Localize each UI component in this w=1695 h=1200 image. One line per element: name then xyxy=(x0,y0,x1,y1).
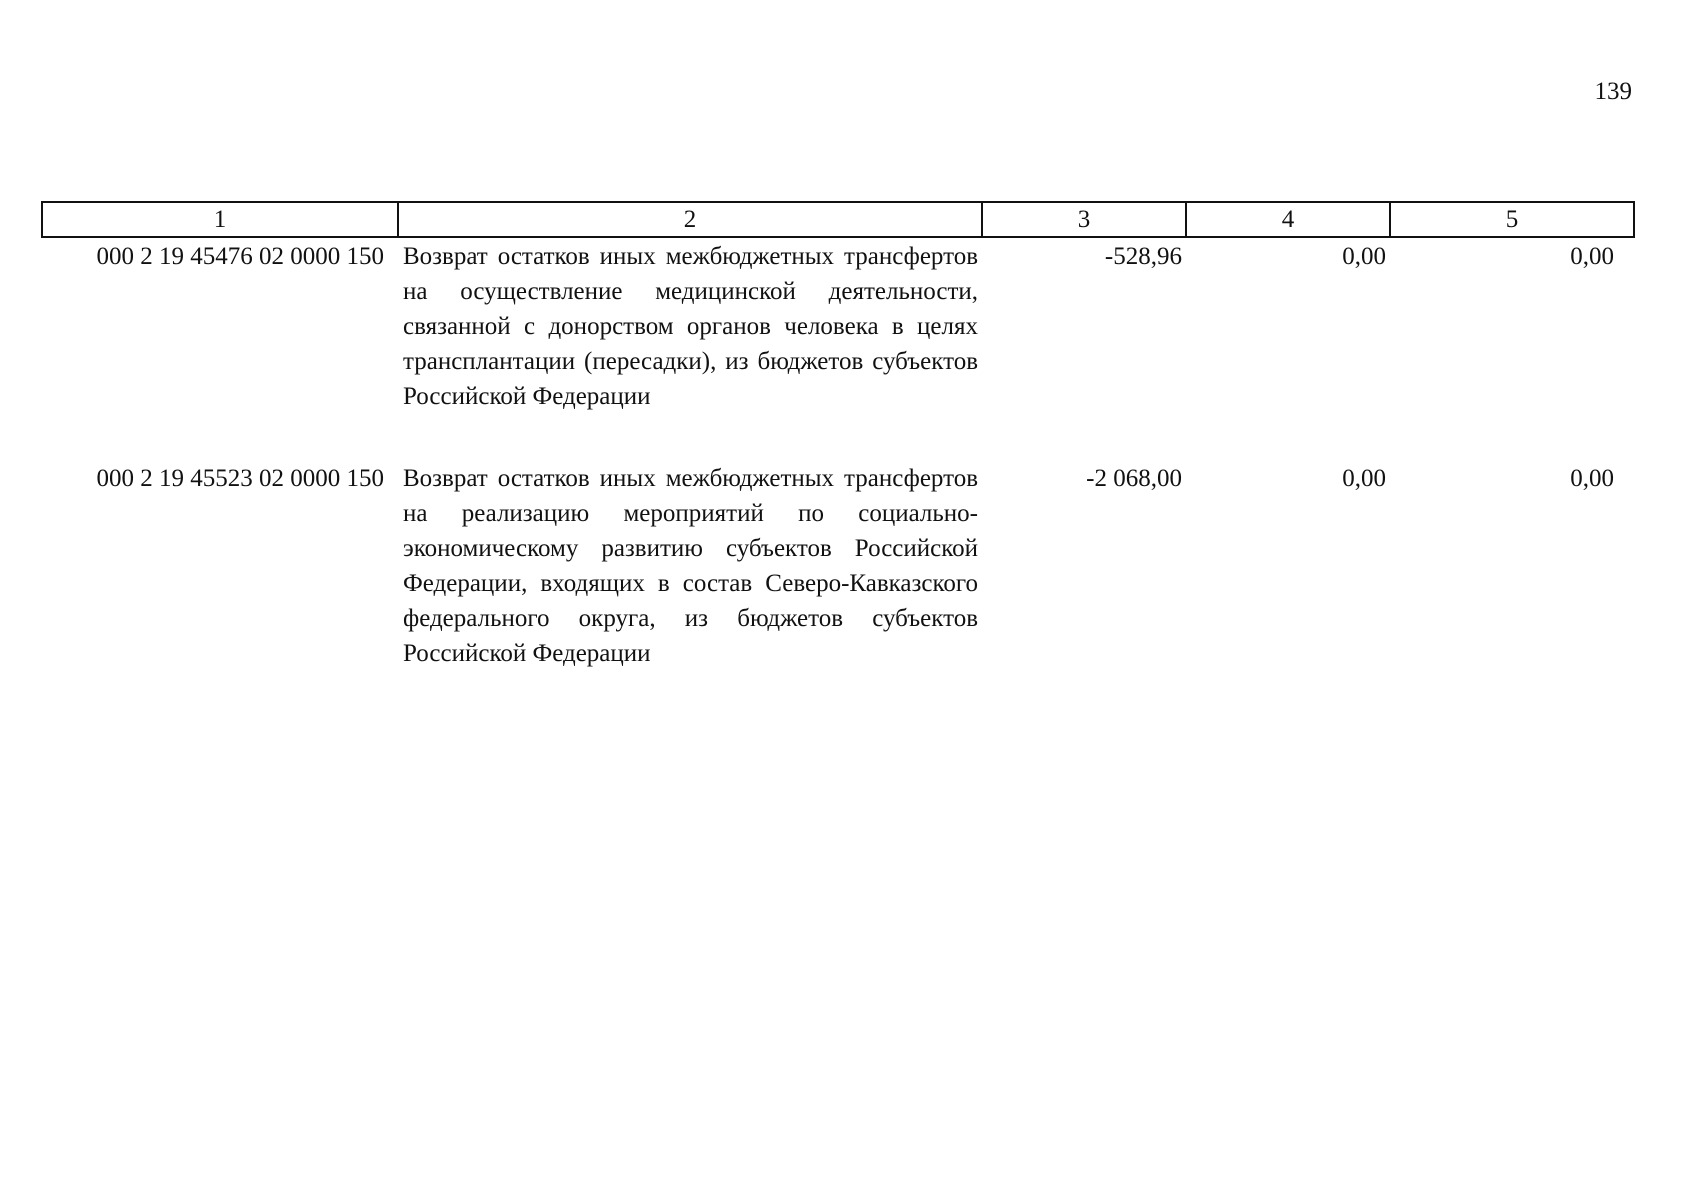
table-header xyxy=(42,202,1634,237)
header-col-2: 2 xyxy=(398,202,982,237)
amount-col-4: 0,00 xyxy=(1342,465,1386,492)
amount-col-3: -528,96 xyxy=(1104,243,1182,270)
table-row xyxy=(42,237,1634,461)
table-body xyxy=(42,237,1634,671)
budget-table xyxy=(41,201,1635,671)
header-col-3: 3 xyxy=(982,202,1186,237)
amount-col-3: -2 068,00 xyxy=(1086,465,1182,492)
amount-col-5: 0,00 xyxy=(1570,465,1614,492)
amount-col-5: 0,00 xyxy=(1570,243,1614,270)
budget-code: 000 2 19 45476 02 0000 150 xyxy=(96,243,384,270)
header-col-5: 5 xyxy=(1390,202,1634,237)
header-row xyxy=(42,202,1634,237)
page-number: 139 xyxy=(1594,78,1632,105)
header-col-4: 4 xyxy=(1186,202,1390,237)
amount-col-4: 0,00 xyxy=(1342,243,1386,270)
budget-code: 000 2 19 45523 02 0000 150 xyxy=(96,465,384,492)
header-col-1: 1 xyxy=(42,202,398,237)
table-row xyxy=(42,461,1634,671)
income-description: Возврат остатков иных межбюджетных трансфертов на реализацию мероприятий по социально-экономическому развитию субъектов Российской Федерации, входящих в состав Северо-Кавказского федерального округа, из бюджетов субъектов Российской Федерации xyxy=(403,465,978,667)
income-description: Возврат остатков иных межбюджетных трансфертов на осуществление медицинской деятельности, связанной с донорством органов человека в целях трансплантации (пересадки), из бюджетов субъектов Российской Федерации xyxy=(403,243,978,410)
